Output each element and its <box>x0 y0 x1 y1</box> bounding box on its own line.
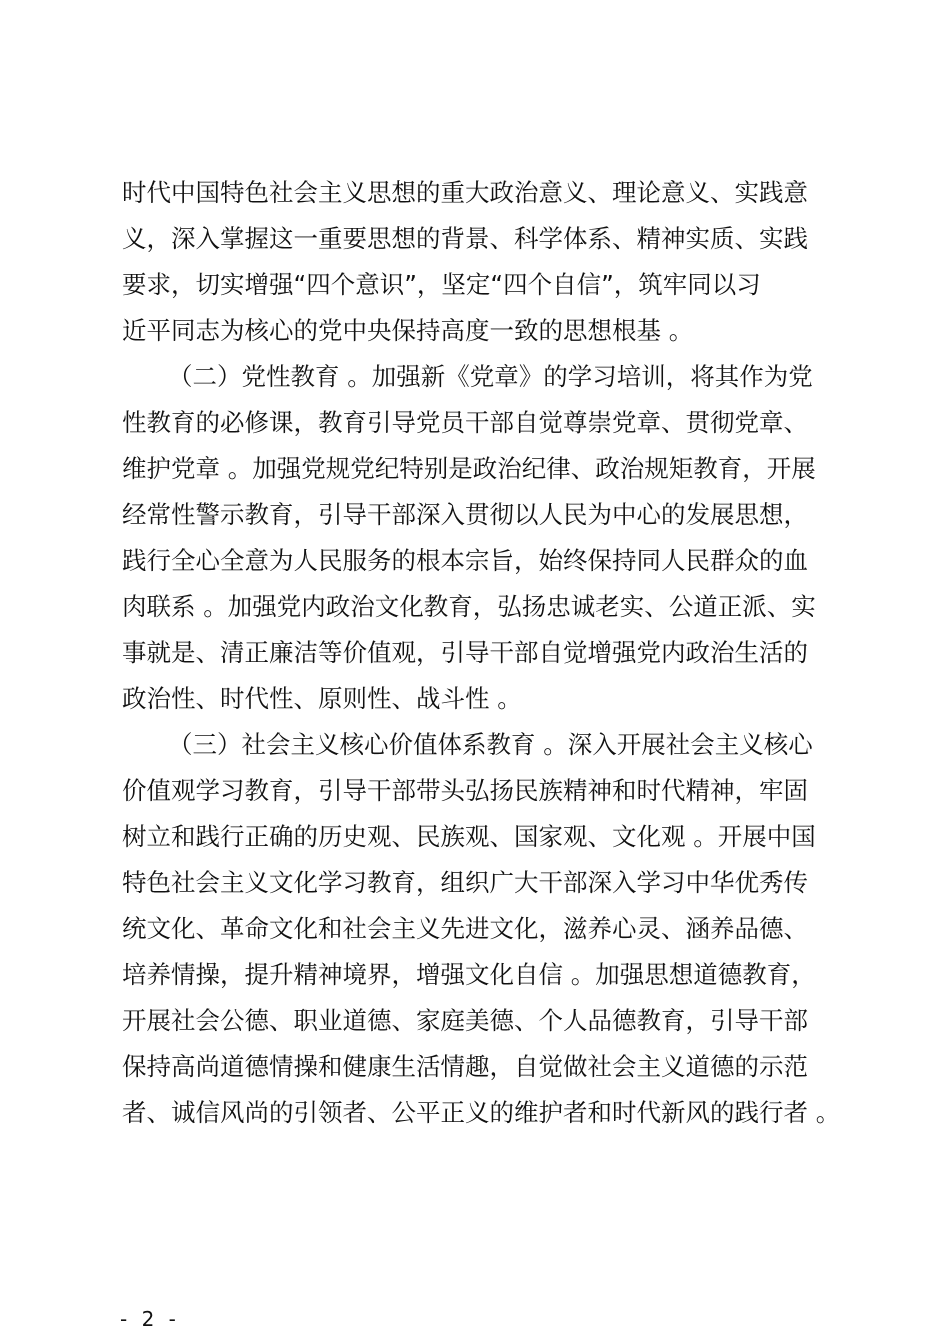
text-line: 开展社会公德、职业道德、家庭美德、个人品德教育，引导干部 <box>122 1006 808 1035</box>
text-line: 义，深入掌握这一重要思想的背景、科学体系、精神实质、实践 <box>122 224 808 253</box>
text-line: 统文化、革命文化和社会主义先进文化，滋养心灵、涵养品德、 <box>122 914 808 943</box>
text-line: 价值观学习教育，引导干部带头弘扬民族精神和时代精神，牢固 <box>122 776 808 805</box>
page-number: - 2 - <box>120 1307 180 1331</box>
section-heading-line: （二）党性教育 。加强新《党章》的学习培训，将其作为党 <box>168 362 813 391</box>
text-line: 经常性警示教育，引导干部深入贯彻以人民为中心的发展思想， <box>122 500 808 529</box>
text-line: 事就是、清正廉洁等价值观，引导干部自觉增强党内政治生活的 <box>122 638 808 667</box>
text-line: 保持高尚道德情操和健康生活情趣，自觉做社会主义道德的示范 <box>122 1052 808 1081</box>
text-line: 培养情操，提升精神境界，增强文化自信 。加强思想道德教育， <box>122 960 816 989</box>
text-line: 特色社会主义文化学习教育，组织广大干部深入学习中华优秀传 <box>122 868 808 897</box>
text-line: 近平同志为核心的党中央保持高度一致的思想根基 。 <box>122 316 694 345</box>
text-line: 政治性、时代性、原则性、战斗性 。 <box>122 684 522 713</box>
text-line: 维护党章 。加强党规党纪特别是政治纪律、政治规矩教育，开展 <box>122 454 816 483</box>
text-line: 树立和践行正确的历史观、民族观、国家观、文化观 。开展中国 <box>122 822 816 851</box>
text-line: 践行全心全意为人民服务的根本宗旨，始终保持同人民群众的血 <box>122 546 808 575</box>
section-heading-line: （三）社会主义核心价值体系教育 。深入开展社会主义核心 <box>168 730 813 759</box>
text-line: 者、诚信风尚的引领者、公平正义的维护者和时代新风的践行者 。 <box>122 1098 841 1127</box>
text-line: 性教育的必修课，教育引导党员干部自觉尊崇党章、贯彻党章、 <box>122 408 808 437</box>
text-line: 肉联系 。加强党内政治文化教育，弘扬忠诚老实、公道正派、实 <box>122 592 816 621</box>
text-line: 时代中国特色社会主义思想的重大政治意义、理论意义、实践意 <box>122 178 808 207</box>
document-body <box>122 170 841 1136</box>
text-line: 要求，切实增强“四个意识”，坚定“四个自信”，筑牢同以习 <box>122 270 761 299</box>
